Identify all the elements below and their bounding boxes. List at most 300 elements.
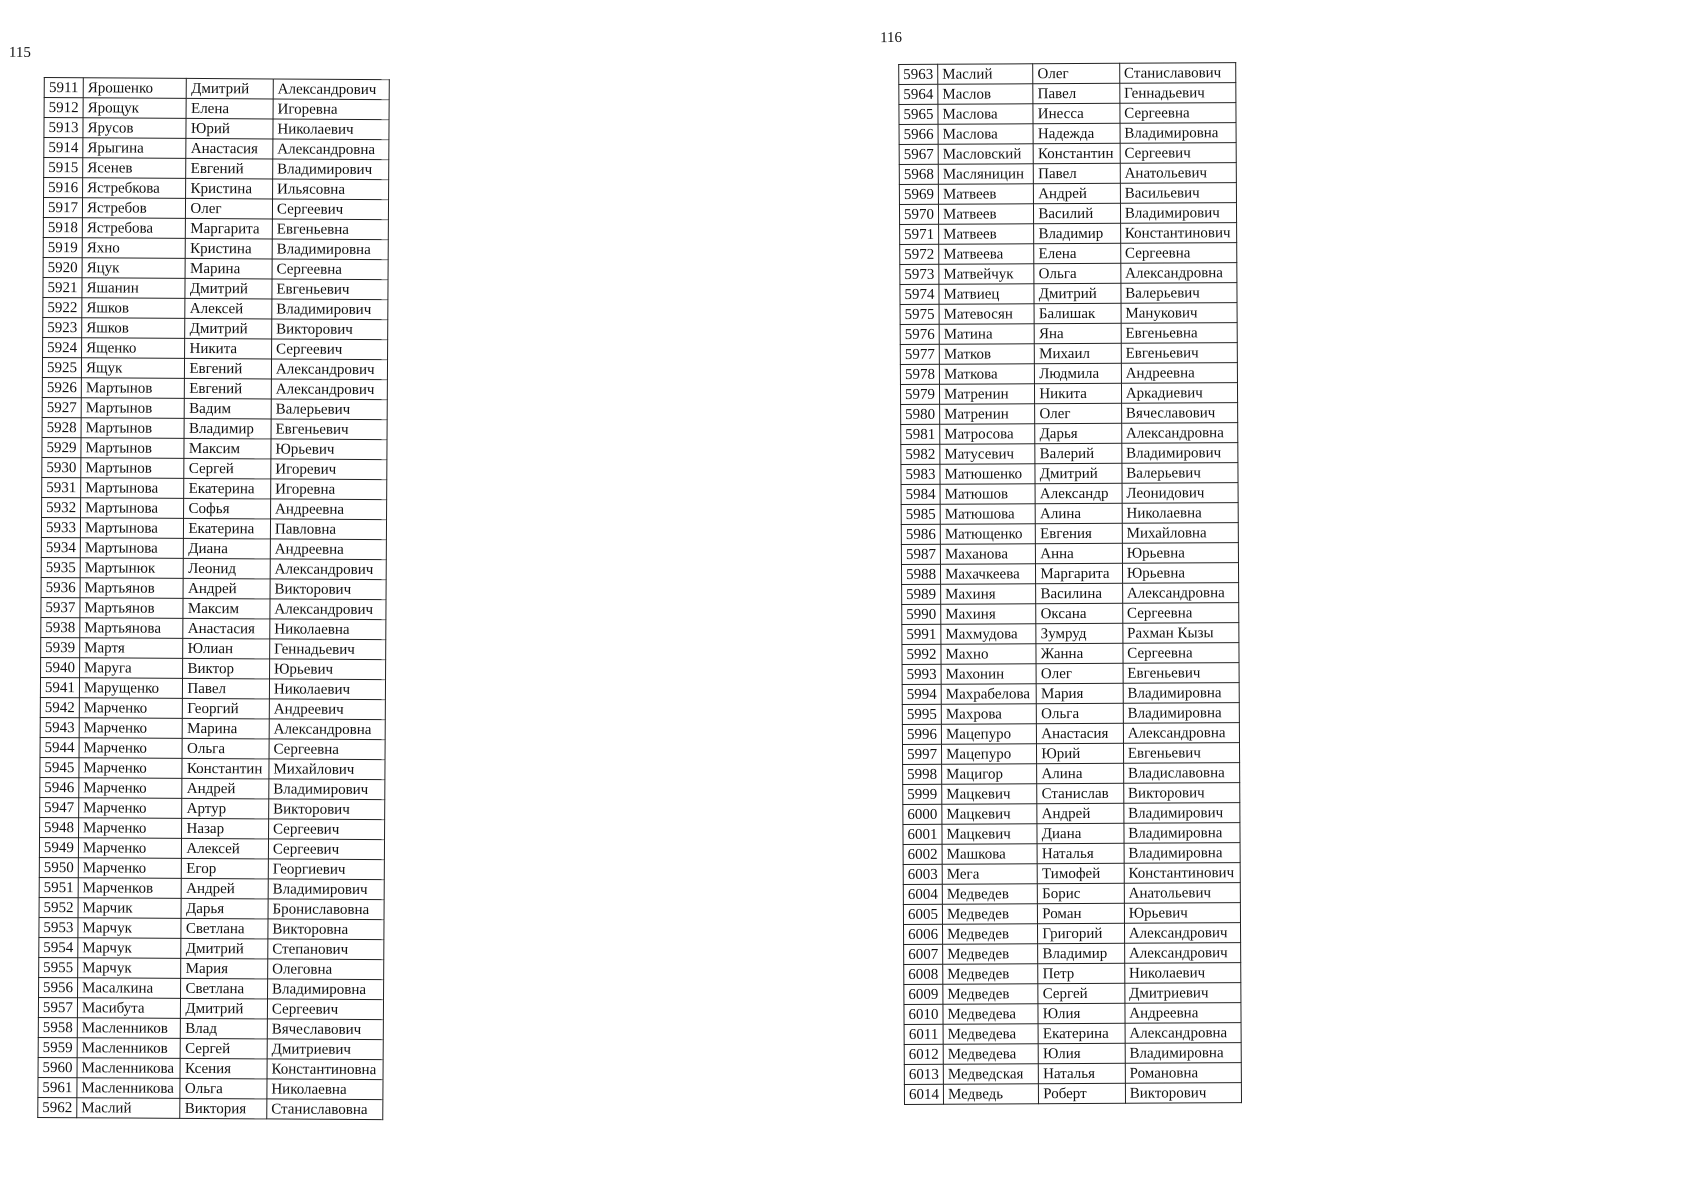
patronymic-cell: Ильясовна xyxy=(272,179,388,200)
first-name-cell: Дарья xyxy=(181,898,268,919)
surname-cell: Мартынов xyxy=(81,398,185,419)
table-row xyxy=(40,717,385,739)
first-name-cell: Юлия xyxy=(1038,1043,1125,1063)
table-row xyxy=(42,497,387,519)
table-row xyxy=(42,357,387,379)
surname-cell: Маханова xyxy=(940,544,1035,565)
patronymic-cell: Владимировна xyxy=(1120,123,1237,144)
patronymic-cell: Александровна xyxy=(269,719,385,740)
surname-cell: Марченко xyxy=(79,798,183,819)
patronymic-cell: Павловна xyxy=(270,519,386,540)
table-row xyxy=(39,937,384,959)
row-number-cell: 5929 xyxy=(42,437,81,457)
patronymic-cell: Олеговна xyxy=(268,959,384,980)
surname-cell: Махачкеева xyxy=(940,564,1035,585)
first-name-cell: Владимир xyxy=(1034,223,1121,243)
patronymic-cell: Александровна xyxy=(1125,1023,1242,1044)
surname-cell: Махиня xyxy=(941,584,1036,605)
row-number-cell: 5973 xyxy=(900,264,939,284)
table-row xyxy=(902,663,1240,685)
patronymic-cell: Станиславович xyxy=(1119,63,1236,84)
surname-cell: Матюшенко xyxy=(940,464,1035,485)
surname-cell: Масленников xyxy=(77,1038,181,1059)
row-number-cell: 5928 xyxy=(42,417,81,437)
surname-cell: Махиня xyxy=(941,604,1036,625)
surname-cell: Маруга xyxy=(80,658,184,679)
patronymic-cell: Николаевна xyxy=(1122,503,1239,524)
surname-cell: Марченков xyxy=(78,878,182,899)
first-name-cell: Григорий xyxy=(1038,923,1125,943)
first-name-cell: Вадим xyxy=(185,398,272,419)
first-name-cell: Ольга xyxy=(1034,263,1121,283)
table-row xyxy=(902,623,1240,645)
table-row xyxy=(41,657,386,679)
surname-cell: Ярощук xyxy=(83,98,187,119)
row-number-cell: 5914 xyxy=(44,138,83,158)
surname-cell: Матевосян xyxy=(939,304,1034,325)
patronymic-cell: Манукович xyxy=(1121,303,1238,324)
first-name-cell: Дмитрий xyxy=(185,318,272,339)
row-number-cell: 5941 xyxy=(40,677,79,697)
row-number-cell: 5979 xyxy=(900,384,939,404)
row-number-cell: 5985 xyxy=(901,504,940,524)
surname-cell: Матренин xyxy=(940,404,1035,425)
patronymic-cell: Александровна xyxy=(1121,263,1238,284)
surname-cell: Мацигор xyxy=(942,764,1037,785)
first-name-cell: Владимир xyxy=(1038,943,1125,963)
surname-cell: Мартьянов xyxy=(80,598,184,619)
table-row xyxy=(901,483,1239,505)
patronymic-cell: Евгеньевна xyxy=(272,219,388,240)
surname-cell: Марченко xyxy=(79,698,183,719)
first-name-cell: Ольга xyxy=(1037,703,1124,723)
patronymic-cell: Александровна xyxy=(1122,583,1239,604)
patronymic-cell: Игоревна xyxy=(273,99,389,120)
patronymic-cell: Андреевна xyxy=(270,539,386,560)
surname-cell: Матков xyxy=(939,344,1034,365)
row-number-cell: 6003 xyxy=(903,864,942,884)
table-row xyxy=(39,917,384,939)
row-number-cell: 5968 xyxy=(899,164,938,184)
table-row xyxy=(904,983,1242,1005)
patronymic-cell: Николаевич xyxy=(273,119,389,140)
row-number-cell: 5989 xyxy=(902,584,941,604)
surname-cell: Матусевич xyxy=(940,444,1035,465)
row-number-cell: 5919 xyxy=(43,237,82,257)
first-name-cell: Георгий xyxy=(183,698,270,719)
surname-cell: Махрова xyxy=(941,704,1036,725)
patronymic-cell: Романовна xyxy=(1125,1063,1242,1084)
first-name-cell: Светлана xyxy=(181,918,268,939)
surname-cell: Медведская xyxy=(943,1064,1038,1085)
first-name-cell: Максим xyxy=(183,598,270,619)
table-row xyxy=(901,403,1239,425)
patronymic-cell: Анатольевич xyxy=(1124,883,1241,904)
surname-cell: Матросова xyxy=(940,424,1035,445)
patronymic-cell: Викторович xyxy=(1125,1083,1242,1104)
surname-cell: Ярошенко xyxy=(83,78,187,99)
row-number-cell: 5936 xyxy=(41,577,80,597)
table-row xyxy=(43,297,388,319)
surname-cell: Медведь xyxy=(943,1084,1038,1105)
surname-cell: Масленникова xyxy=(77,1058,181,1079)
row-number-cell: 6005 xyxy=(903,904,942,924)
patronymic-cell: Владимировна xyxy=(267,979,383,1000)
patronymic-cell: Андреевна xyxy=(1121,363,1238,384)
patronymic-cell: Брониславовна xyxy=(268,899,384,920)
surname-cell: Матюшова xyxy=(940,504,1035,525)
surname-cell: Мартынова xyxy=(80,538,184,559)
table-row xyxy=(904,963,1242,985)
table-row xyxy=(41,537,386,559)
row-number-cell: 5975 xyxy=(900,304,939,324)
surname-cell: Мартьянов xyxy=(80,578,184,599)
table-row xyxy=(900,243,1238,265)
row-number-cell: 5966 xyxy=(899,124,938,144)
first-name-cell: Евгений xyxy=(186,158,273,179)
patronymic-cell: Васильевич xyxy=(1120,183,1237,204)
table-row xyxy=(38,1017,383,1039)
first-name-cell: Марина xyxy=(185,258,272,279)
row-number-cell: 6004 xyxy=(903,884,942,904)
first-name-cell: Павел xyxy=(1034,163,1121,183)
table-row xyxy=(903,923,1241,945)
patronymic-cell: Викторовна xyxy=(268,919,384,940)
table-row xyxy=(41,597,386,619)
table-row xyxy=(901,503,1239,525)
first-name-cell: Анастасия xyxy=(183,618,270,639)
row-number-cell: 5970 xyxy=(899,204,938,224)
table-row xyxy=(902,683,1240,705)
first-name-cell: Оксана xyxy=(1036,603,1123,623)
first-name-cell: Юрий xyxy=(186,118,273,139)
row-number-cell: 5951 xyxy=(39,877,78,897)
row-number-cell: 6002 xyxy=(903,844,942,864)
table-row xyxy=(38,1037,383,1059)
row-number-cell: 5953 xyxy=(39,917,78,937)
row-number-cell: 5959 xyxy=(38,1037,77,1057)
row-number-cell: 5995 xyxy=(902,704,941,724)
patronymic-cell: Андреевна xyxy=(1125,1003,1242,1024)
table-row xyxy=(42,397,387,419)
patronymic-cell: Валерьевич xyxy=(271,399,387,420)
first-name-cell: Петр xyxy=(1038,963,1125,983)
patronymic-cell: Леонидович xyxy=(1122,483,1239,504)
row-number-cell: 5962 xyxy=(38,1097,77,1117)
patronymic-cell: Михайловна xyxy=(1122,523,1239,544)
first-name-cell: Станислав xyxy=(1037,783,1124,803)
patronymic-cell: Викторович xyxy=(269,799,385,820)
surname-cell: Маслова xyxy=(938,124,1033,145)
surname-cell: Марчик xyxy=(78,898,182,919)
first-name-cell: Надежда xyxy=(1033,123,1120,143)
patronymic-cell: Вячеславович xyxy=(1121,403,1238,424)
first-name-cell: Яна xyxy=(1034,323,1121,343)
surname-cell: Мартынова xyxy=(80,518,184,539)
first-name-cell: Ольга xyxy=(182,738,269,759)
surname-cell: Мартынова xyxy=(81,498,185,519)
surname-cell: Мартьянова xyxy=(80,618,184,639)
surname-cell: Мацкевич xyxy=(942,804,1037,825)
table-row xyxy=(904,1043,1242,1065)
table-row xyxy=(39,957,384,979)
first-name-cell: Наталья xyxy=(1037,843,1124,863)
table-row xyxy=(899,203,1237,225)
row-number-cell: 5926 xyxy=(42,377,81,397)
table-row xyxy=(900,343,1238,365)
surname-cell: Махмудова xyxy=(941,624,1036,645)
table-row xyxy=(902,643,1240,665)
patronymic-cell: Владимировна xyxy=(272,239,388,260)
row-number-cell: 5983 xyxy=(901,464,940,484)
patronymic-cell: Николаевна xyxy=(270,619,386,640)
patronymic-cell: Андреевна xyxy=(270,499,386,520)
row-number-cell: 5986 xyxy=(901,524,940,544)
first-name-cell: Юлиан xyxy=(183,638,270,659)
table-row xyxy=(40,697,385,719)
surname-cell: Мартынюк xyxy=(80,558,184,579)
row-number-cell: 5957 xyxy=(38,997,77,1017)
first-name-cell: Анастасия xyxy=(186,138,273,159)
patronymic-cell: Александрович xyxy=(271,379,387,400)
first-name-cell: Валерий xyxy=(1035,443,1122,463)
table-row xyxy=(43,317,388,339)
first-name-cell: Марина xyxy=(183,718,270,739)
patronymic-cell: Константиновна xyxy=(267,1059,383,1080)
patronymic-cell: Евгеньевич xyxy=(271,419,387,440)
surname-cell: Марченко xyxy=(79,818,183,839)
surname-cell: Марченко xyxy=(78,838,182,859)
first-name-cell: Анастасия xyxy=(1037,723,1124,743)
row-number-cell: 5978 xyxy=(900,364,939,384)
patronymic-cell: Николаевич xyxy=(1124,963,1241,984)
patronymic-cell: Валерьевич xyxy=(1122,463,1239,484)
row-number-cell: 5993 xyxy=(902,664,941,684)
first-name-cell: Дмитрий xyxy=(185,278,272,299)
first-name-cell: Евгения xyxy=(1036,523,1123,543)
row-number-cell: 5920 xyxy=(43,257,82,277)
patronymic-cell: Владимировна xyxy=(1123,703,1240,724)
table-row xyxy=(42,477,387,499)
patronymic-cell: Владимировна xyxy=(1124,843,1241,864)
row-number-cell: 5984 xyxy=(901,484,940,504)
row-number-cell: 5994 xyxy=(902,684,941,704)
surname-cell: Матющенко xyxy=(940,524,1035,545)
table-row xyxy=(40,777,385,799)
table-row xyxy=(899,143,1237,165)
table-row xyxy=(40,737,385,759)
row-number-cell: 6007 xyxy=(904,944,943,964)
first-name-cell: Алексей xyxy=(182,838,269,859)
row-number-cell: 5972 xyxy=(900,244,939,264)
row-number-cell: 5917 xyxy=(43,198,82,218)
surname-cell: Ярусов xyxy=(83,118,187,139)
row-number-cell: 5960 xyxy=(38,1057,77,1077)
first-name-cell: Диана xyxy=(1037,823,1124,843)
first-name-cell: Ксения xyxy=(180,1058,267,1079)
names-table xyxy=(37,77,389,1120)
patronymic-cell: Евгеньевич xyxy=(1121,343,1238,364)
surname-cell: Яшков xyxy=(82,318,186,339)
table-row xyxy=(41,577,386,599)
patronymic-cell: Евгеньевна xyxy=(1121,323,1238,344)
surname-cell: Мартынов xyxy=(81,418,185,439)
first-name-cell: Балишак xyxy=(1034,303,1121,323)
surname-cell: Мартынов xyxy=(81,378,185,399)
first-name-cell: Андрей xyxy=(1034,183,1121,203)
patronymic-cell: Александрович xyxy=(1124,943,1241,964)
surname-cell: Медведев xyxy=(942,884,1037,905)
surname-cell: Маслов xyxy=(938,84,1033,105)
patronymic-cell: Владимирович xyxy=(273,159,389,180)
table-row xyxy=(899,103,1237,125)
table-row xyxy=(44,78,389,100)
first-name-cell: Юлия xyxy=(1038,1003,1125,1023)
table-row xyxy=(899,123,1237,145)
row-number-cell: 5947 xyxy=(40,797,79,817)
surname-cell: Матвейчук xyxy=(939,264,1034,285)
patronymic-cell: Викторович xyxy=(1123,783,1240,804)
first-name-cell: Андрей xyxy=(182,878,269,899)
table-row xyxy=(44,98,389,120)
table-row xyxy=(903,783,1241,805)
patronymic-cell: Владимирович xyxy=(272,299,388,320)
first-name-cell: Елена xyxy=(1034,243,1121,263)
row-number-cell: 6012 xyxy=(904,1044,943,1064)
first-name-cell: Алина xyxy=(1035,503,1122,523)
row-number-cell: 5918 xyxy=(43,217,82,237)
row-number-cell: 5961 xyxy=(38,1077,77,1097)
row-number-cell: 5944 xyxy=(40,737,79,757)
first-name-cell: Инесса xyxy=(1033,103,1120,123)
patronymic-cell: Сергеевна xyxy=(272,259,388,280)
surname-cell: Марущенко xyxy=(79,678,183,699)
first-name-cell: Влад xyxy=(181,1018,268,1039)
row-number-cell: 5998 xyxy=(903,764,942,784)
surname-cell: Марченко xyxy=(79,758,183,779)
surname-cell: Мацепуро xyxy=(941,724,1036,745)
surname-cell: Махно xyxy=(941,644,1036,665)
row-number-cell: 5927 xyxy=(42,397,81,417)
table-row xyxy=(901,463,1239,485)
patronymic-cell: Юрьевич xyxy=(1124,903,1241,924)
table-row xyxy=(900,223,1238,245)
surname-cell: Мацкевич xyxy=(942,784,1037,805)
patronymic-cell: Сергеевна xyxy=(1123,643,1240,664)
row-number-cell: 5987 xyxy=(901,544,940,564)
table-row xyxy=(901,563,1239,585)
surname-cell: Масибута xyxy=(77,998,181,1019)
table-row xyxy=(44,118,389,140)
surname-cell: Ясенев xyxy=(83,158,187,179)
surname-cell: Медведев xyxy=(943,984,1038,1005)
patronymic-cell: Константинович xyxy=(1120,223,1237,244)
patronymic-cell: Александрович xyxy=(273,79,389,100)
first-name-cell: Сергей xyxy=(184,458,271,479)
patronymic-cell: Владиславовна xyxy=(1123,763,1240,784)
row-number-cell: 6000 xyxy=(903,804,942,824)
row-number-cell: 6010 xyxy=(904,1004,943,1024)
row-number-cell: 5940 xyxy=(41,657,80,677)
patronymic-cell: Александровна xyxy=(1123,723,1240,744)
table-row xyxy=(902,603,1240,625)
first-name-cell: Евгений xyxy=(185,378,272,399)
table-row xyxy=(42,377,387,399)
row-number-cell: 5958 xyxy=(38,1017,77,1037)
first-name-cell: Павел xyxy=(1033,83,1120,103)
row-number-cell: 6008 xyxy=(904,964,943,984)
surname-cell: Маслий xyxy=(77,1098,181,1119)
row-number-cell: 5990 xyxy=(902,604,941,624)
first-name-cell: Екатерина xyxy=(184,478,271,499)
patronymic-cell: Геннадьевич xyxy=(270,639,386,660)
first-name-cell: Андрей xyxy=(183,578,270,599)
first-name-cell: Мария xyxy=(1036,683,1123,703)
surname-cell: Матюшов xyxy=(940,484,1035,505)
table-row xyxy=(903,903,1241,925)
row-number-cell: 5939 xyxy=(41,637,80,657)
first-name-cell: Константин xyxy=(182,758,269,779)
patronymic-cell: Дмитриевич xyxy=(1125,983,1242,1004)
row-number-cell: 5915 xyxy=(44,158,83,178)
row-number-cell: 6001 xyxy=(903,824,942,844)
table-row xyxy=(900,323,1238,345)
table-row xyxy=(903,763,1241,785)
first-name-cell: Леонид xyxy=(184,558,271,579)
table-row xyxy=(899,163,1237,185)
patronymic-cell: Владимировна xyxy=(1124,823,1241,844)
row-number-cell: 5950 xyxy=(39,857,78,877)
first-name-cell: Мария xyxy=(181,958,268,979)
surname-cell: Матвеева xyxy=(939,244,1034,265)
first-name-cell: Виктор xyxy=(183,658,270,679)
surname-cell: Медведев xyxy=(943,944,1038,965)
table-row xyxy=(41,557,386,579)
surname-cell: Марченко xyxy=(79,778,183,799)
patronymic-cell: Владимирович xyxy=(269,779,385,800)
patronymic-cell: Владимирович xyxy=(268,879,384,900)
table-row xyxy=(903,803,1241,825)
first-name-cell: Диана xyxy=(184,538,271,559)
row-number-cell: 5938 xyxy=(41,617,80,637)
surname-cell: Мацкевич xyxy=(942,824,1037,845)
first-name-cell: Алексей xyxy=(185,298,272,319)
first-name-cell: Дмитрий xyxy=(1034,283,1121,303)
patronymic-cell: Михайлович xyxy=(269,759,385,780)
surname-cell: Матвеев xyxy=(938,184,1033,205)
first-name-cell: Евгений xyxy=(185,358,272,379)
first-name-cell: Юрий xyxy=(1037,743,1124,763)
row-number-cell: 5969 xyxy=(899,184,938,204)
table-row xyxy=(38,1097,383,1119)
first-name-cell: Сергей xyxy=(1038,983,1125,1003)
row-number-cell: 5912 xyxy=(44,98,83,118)
patronymic-cell: Владимировна xyxy=(1125,1043,1242,1064)
row-number-cell: 5967 xyxy=(899,144,938,164)
table-row xyxy=(39,857,384,879)
table-row xyxy=(40,677,385,699)
first-name-cell: Дарья xyxy=(1035,423,1122,443)
first-name-cell: Дмитрий xyxy=(181,938,268,959)
row-number-cell: 5923 xyxy=(43,317,82,337)
first-name-cell: Екатерина xyxy=(1038,1023,1125,1043)
table-row xyxy=(40,757,385,779)
first-name-cell: Андрей xyxy=(1037,803,1124,823)
table-row xyxy=(901,523,1239,545)
row-number-cell: 5980 xyxy=(901,404,940,424)
table-row xyxy=(43,237,388,259)
patronymic-cell: Валерьевич xyxy=(1121,283,1238,304)
